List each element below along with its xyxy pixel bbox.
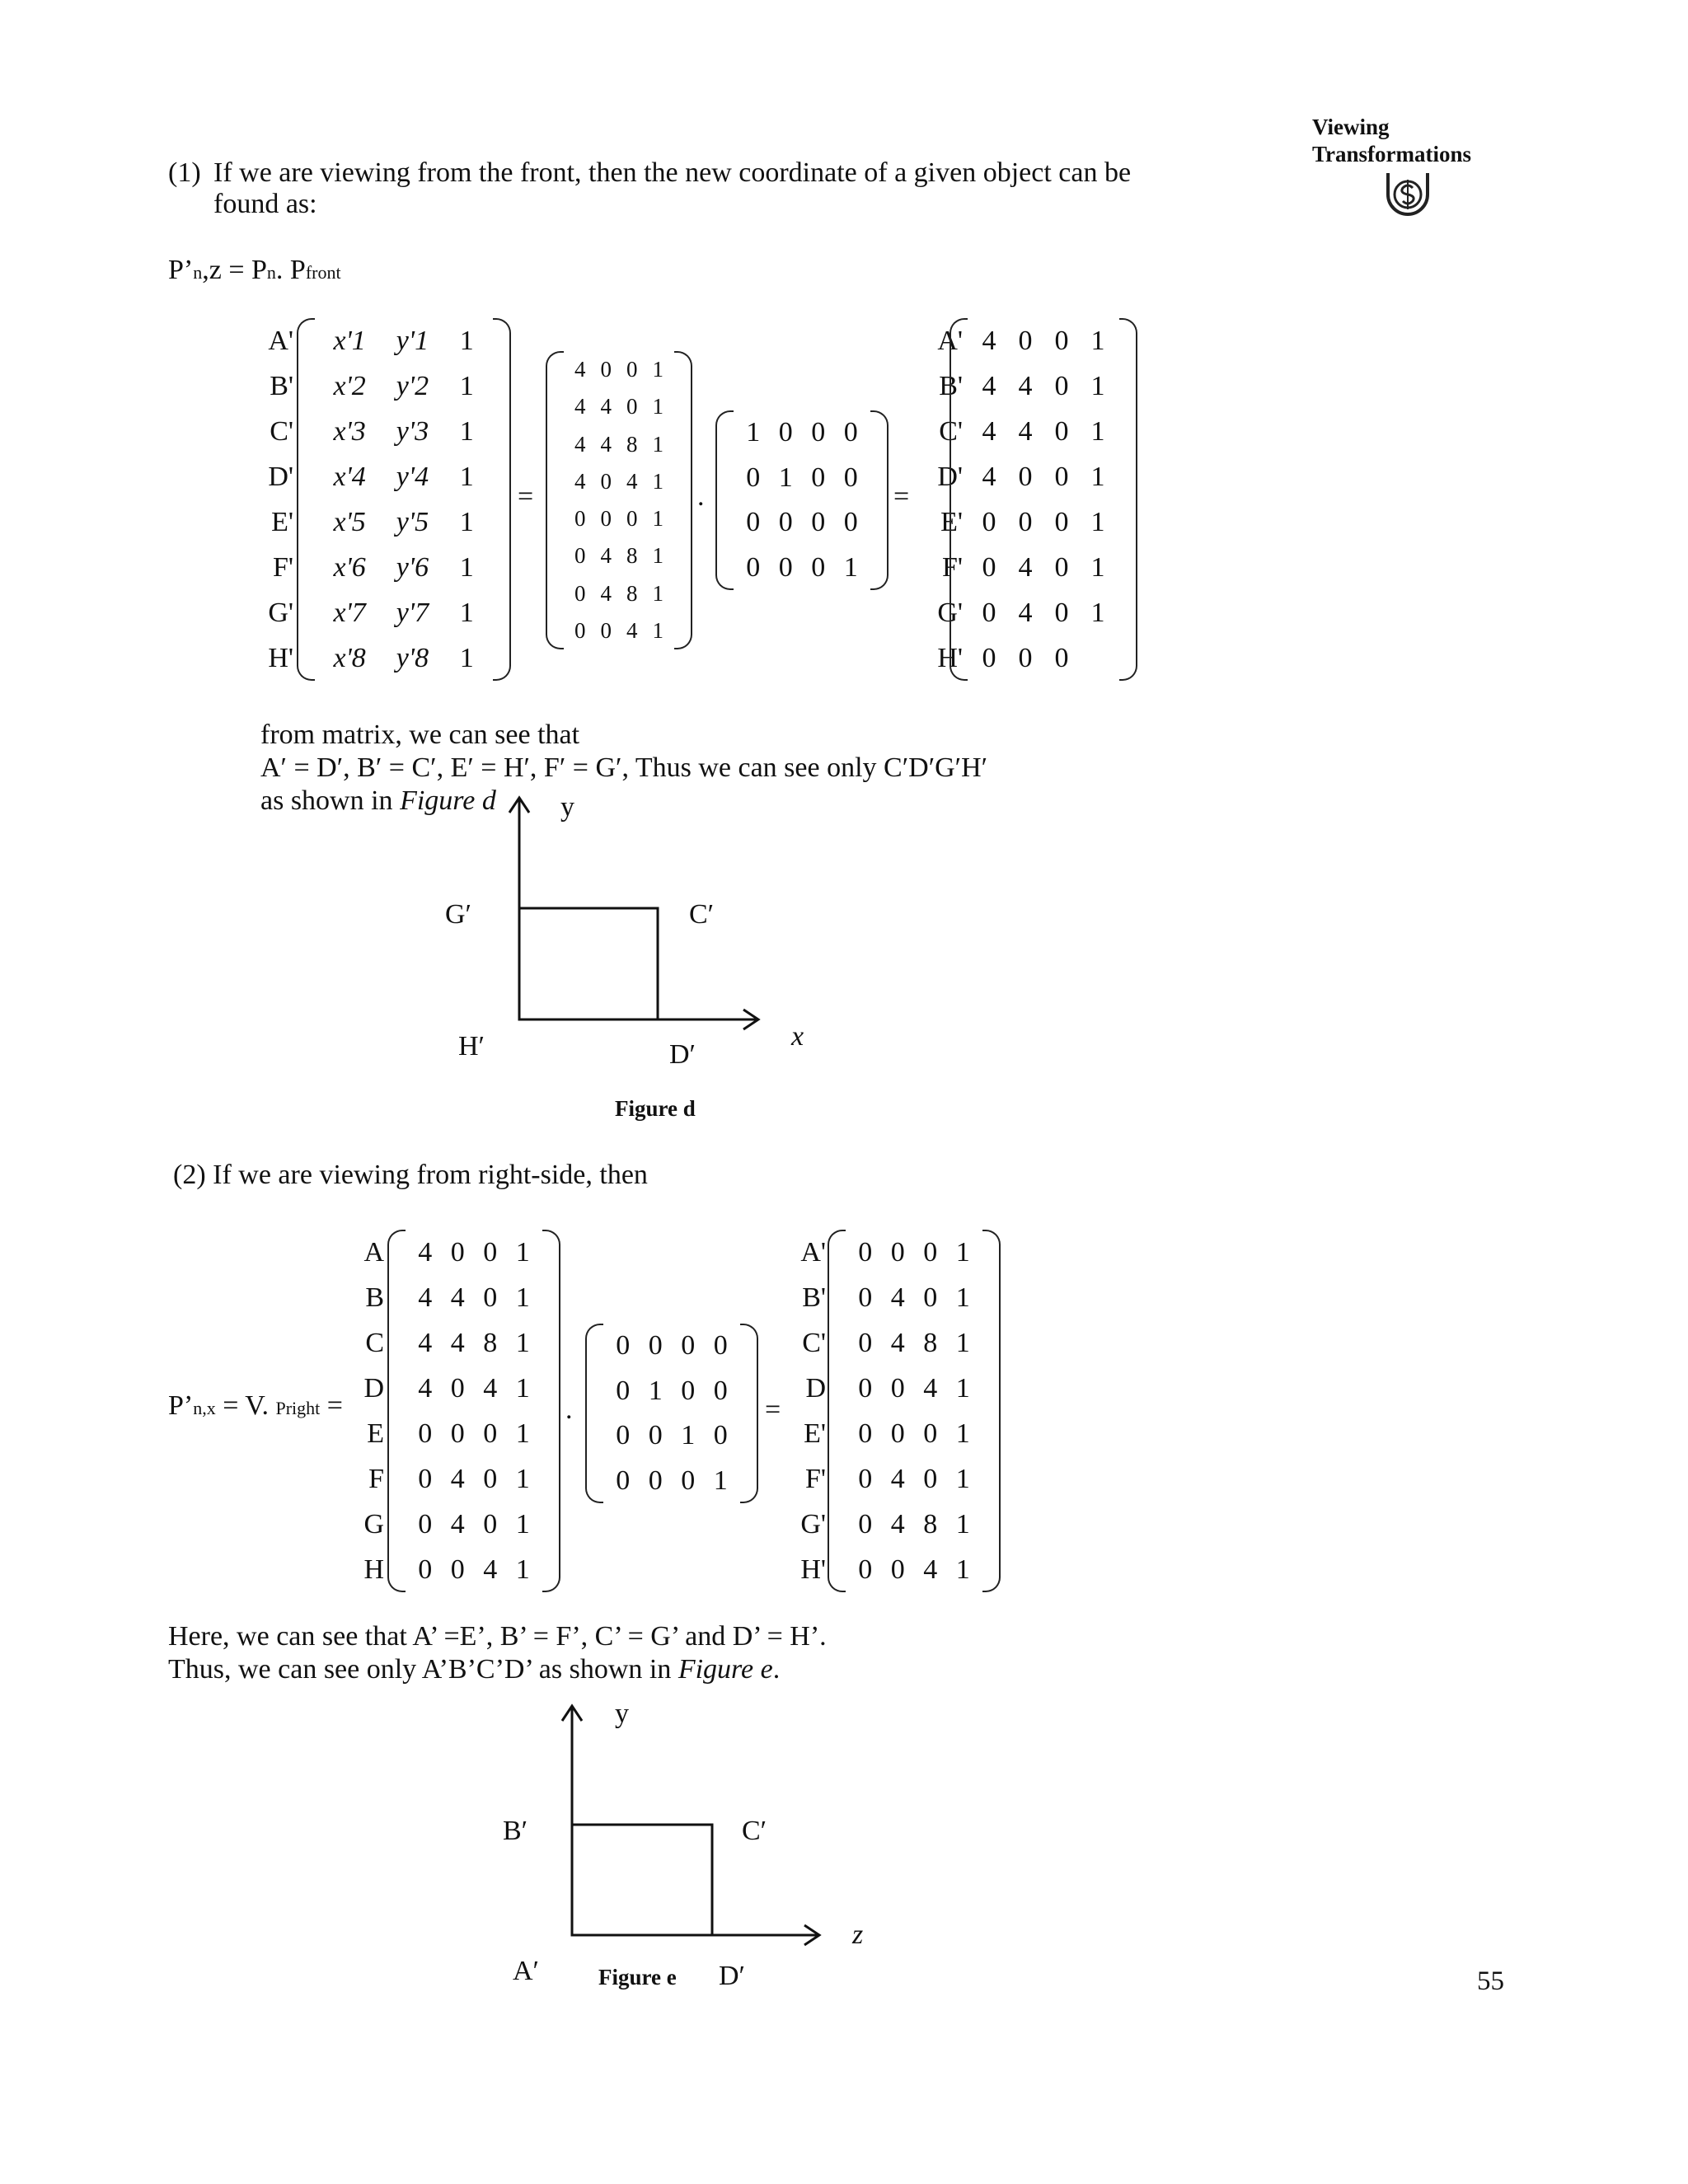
intro-line-2: found as: (213, 189, 317, 219)
row-label: D' (268, 461, 293, 492)
matrix-cell: 4 (626, 617, 638, 643)
section-2-intro: (2) If we are viewing from right-side, then (173, 1160, 648, 1190)
matrix-cell: 1 (1090, 370, 1105, 401)
matrix-cell: 0 (450, 1236, 465, 1268)
matrix-cell: 8 (626, 580, 638, 606)
matrix-cell: 4 (923, 1554, 938, 1585)
matrix-cell: 4 (923, 1372, 938, 1404)
matrix-cell: 0 (616, 1375, 631, 1406)
matrix-cell: 1 (459, 506, 474, 537)
matrix-cell: 4 (574, 357, 586, 382)
matrix-cell: 1 (713, 1465, 728, 1496)
matrix-cell: 0 (483, 1508, 498, 1540)
label-bottom-right: D′ (669, 1039, 696, 1070)
matrix-cell: 4 (450, 1508, 465, 1540)
matrix-cell: 1 (652, 543, 663, 569)
matrix-cell: 4 (450, 1463, 465, 1494)
matrix-cell: 0 (923, 1282, 938, 1313)
row-label: A' (937, 325, 963, 356)
matrix-cell: 4 (982, 370, 996, 401)
header-line-1: Viewing (1312, 115, 1390, 139)
axis-y-label: y (615, 1699, 629, 1729)
matrix-cell: 1 (515, 1463, 530, 1494)
row-label: C' (270, 415, 293, 447)
matrix-cell: 0 (778, 507, 793, 538)
axis-x-label: x (791, 1021, 804, 1052)
matrix-cell: 1 (515, 1554, 530, 1585)
matrix-cell: 1 (515, 1418, 530, 1449)
matrix-cell: 4 (890, 1463, 905, 1494)
label-top-right: C′ (742, 1816, 767, 1846)
matrix-cell: y'8 (396, 642, 429, 673)
matrix-cell: 0 (648, 1465, 663, 1496)
matrix-cell: 0 (858, 1554, 873, 1585)
matrix-cell: 1 (515, 1327, 530, 1358)
matrix-cell: 4 (574, 394, 586, 419)
row-label: H' (800, 1554, 826, 1585)
matrix-cell: 4 (418, 1327, 433, 1358)
matrix-cell: 0 (843, 462, 858, 493)
matrix-cell: 4 (626, 468, 638, 494)
matrix-cell: 0 (1054, 642, 1069, 673)
matrix-cell: 0 (923, 1236, 938, 1268)
matrix-cell: 4 (574, 468, 586, 494)
matrix-cell: 1 (652, 506, 663, 532)
matrix-cell: 0 (811, 417, 826, 448)
matrix-cell: 0 (483, 1236, 498, 1268)
figure-d (445, 791, 874, 1104)
matrix-cell: 0 (890, 1236, 905, 1268)
matrix-cell: x'6 (333, 551, 366, 583)
matrix-cell: 0 (616, 1330, 631, 1361)
matrix-cell: 0 (418, 1554, 433, 1585)
matrix-cell: 4 (890, 1508, 905, 1540)
row-label: C' (802, 1327, 826, 1358)
row-label: F' (804, 1463, 826, 1494)
matrix-cell: 1 (1090, 551, 1105, 583)
matrix-cell: 0 (450, 1554, 465, 1585)
matrix-cell: 0 (811, 551, 826, 583)
matrix-cell: 0 (600, 357, 612, 382)
matrix-cell: 0 (858, 1282, 873, 1313)
matrix-cell: 0 (811, 507, 826, 538)
row-label: F' (941, 551, 963, 583)
matrix-cell: 1 (955, 1508, 970, 1540)
matrix-cell: 0 (574, 543, 586, 569)
matrix-cell: 0 (778, 417, 793, 448)
conclusion-1-line-3: as shown in Figure d (260, 785, 496, 816)
matrix-cell: 0 (858, 1418, 873, 1449)
matrix-cell: 1 (652, 580, 663, 606)
matrix-cell: x'5 (333, 506, 366, 537)
matrix-cell: 1 (652, 357, 663, 382)
matrix-cell: 0 (418, 1418, 433, 1449)
matrix-cell: y'6 (396, 551, 429, 583)
figure-e-caption: Figure e (598, 1965, 677, 1990)
matrix-cell: 0 (858, 1372, 873, 1404)
matrix-cell: 1 (955, 1372, 970, 1404)
multiply-dot: . (697, 481, 705, 512)
row-label: C (365, 1327, 384, 1358)
axis-z-label: z (852, 1919, 864, 1950)
matrix-cell: x'1 (333, 325, 366, 356)
label-bottom-right: D′ (719, 1961, 745, 1991)
matrix-cell: 0 (1018, 325, 1033, 356)
matrix-cell: 0 (681, 1330, 696, 1361)
matrix-cell: 0 (843, 417, 858, 448)
matrix-cell: 0 (1054, 461, 1069, 492)
matrix-cell: 0 (858, 1508, 873, 1540)
figure-e (495, 1698, 923, 2011)
matrix-cell: 4 (450, 1282, 465, 1313)
matrix-cell: 4 (600, 543, 612, 569)
label-bottom-left: A′ (513, 1956, 539, 1986)
matrix-cell: 8 (483, 1327, 498, 1358)
row-label: G' (268, 597, 293, 628)
matrix-cell: y'1 (396, 325, 429, 356)
matrix-cell: 1 (955, 1282, 970, 1313)
matrix-cell: 1 (955, 1236, 970, 1268)
matrix-cell: 4 (418, 1236, 433, 1268)
matrix-lhs-1 (297, 318, 511, 681)
matrix-cell: 0 (600, 617, 612, 643)
matrix-cell: 1 (459, 597, 474, 628)
matrix-object-2 (387, 1230, 560, 1592)
matrix-cell: 0 (811, 462, 826, 493)
row-label: E' (271, 506, 293, 537)
row-label: B' (270, 370, 293, 401)
matrix-cell: 1 (459, 325, 474, 356)
matrix-cell: 1 (459, 461, 474, 492)
matrix-cell: 0 (858, 1236, 873, 1268)
matrix-cell: 0 (890, 1418, 905, 1449)
row-label: E' (804, 1418, 826, 1449)
row-label: A' (268, 325, 293, 356)
matrix-cell: 0 (923, 1463, 938, 1494)
matrix-cell: 1 (1090, 597, 1105, 628)
row-labels-left-2 (346, 1230, 384, 1592)
matrix-front-transform (715, 410, 889, 590)
matrix-cell: 0 (626, 357, 638, 382)
label-top-right: C′ (689, 899, 715, 930)
matrix-cell: 1 (652, 394, 663, 419)
matrix-cell: 1 (955, 1327, 970, 1358)
intro-line-1: If we are viewing from the front, then the new coordinate of a given object can be (213, 157, 1132, 188)
axis-y-label: y (560, 792, 574, 823)
equals-sign: = (518, 481, 534, 512)
row-labels-left-1 (247, 318, 293, 681)
matrix-cell: x'4 (333, 461, 366, 492)
label-top-left: B′ (503, 1816, 528, 1846)
matrix-right-transform (585, 1324, 758, 1503)
matrix-cell: 0 (574, 580, 586, 606)
matrix-cell: 0 (1054, 551, 1069, 583)
matrix-cell: 0 (1054, 506, 1069, 537)
matrix-cell: x'7 (333, 597, 366, 628)
row-label: B (365, 1282, 384, 1313)
front-formula: P’n,z = Pn. Pfront (168, 255, 341, 285)
matrix-cell: 8 (923, 1508, 938, 1540)
matrix-cell: x'8 (333, 642, 366, 673)
matrix-cell: 1 (746, 417, 761, 448)
matrix-cell: 4 (1018, 597, 1033, 628)
matrix-cell: y'4 (396, 461, 429, 492)
matrix-cell: 4 (982, 415, 996, 447)
matrix-cell: 0 (616, 1465, 631, 1496)
matrix-cell: 0 (483, 1463, 498, 1494)
matrix-cell: 8 (626, 431, 638, 457)
matrix-result-2 (828, 1230, 1001, 1592)
matrix-cell: 1 (648, 1375, 663, 1406)
row-label: D (363, 1372, 384, 1404)
matrix-cell: x'3 (333, 415, 366, 447)
matrix-cell: 1 (459, 642, 474, 673)
matrix-cell: 0 (626, 394, 638, 419)
matrix-cell: 0 (843, 507, 858, 538)
conclusion-1-line-2: A′ = D′, B′ = C′, E′ = H′, F′ = G′, Thus we can see only C′D′G′H′ (260, 752, 988, 783)
matrix-cell: 0 (713, 1375, 728, 1406)
matrix-cell: 4 (483, 1372, 498, 1404)
matrix-cell: 1 (681, 1420, 696, 1451)
matrix-cell: 4 (600, 431, 612, 457)
matrix-cell: 0 (746, 462, 761, 493)
matrix-cell: 1 (778, 462, 793, 493)
matrix-cell: 4 (600, 580, 612, 606)
matrix-cell: 0 (483, 1418, 498, 1449)
matrix-cell: 0 (923, 1418, 938, 1449)
matrix-cell: y'7 (396, 597, 429, 628)
matrix-cell: 0 (746, 551, 761, 583)
multiply-dot: . (565, 1394, 573, 1425)
matrix-cell: 8 (626, 543, 638, 569)
matrix-cell: 1 (1090, 325, 1105, 356)
row-label: D' (937, 461, 963, 492)
row-label: E (367, 1418, 384, 1449)
matrix-cell: 1 (515, 1236, 530, 1268)
matrix-cell: 4 (1018, 415, 1033, 447)
matrix-cell: 4 (890, 1282, 905, 1313)
matrix-cell: 0 (681, 1375, 696, 1406)
matrix-cell: 0 (626, 506, 638, 532)
row-label: H' (937, 642, 963, 673)
row-label: F' (272, 551, 293, 583)
matrix-cell: 4 (982, 325, 996, 356)
matrix-cell: 0 (1054, 325, 1069, 356)
item-number: (1) (168, 157, 201, 188)
matrix-cell: 0 (890, 1372, 905, 1404)
matrix-cell: 0 (450, 1418, 465, 1449)
matrix-cell: 0 (616, 1420, 631, 1451)
matrix-cell: 0 (858, 1463, 873, 1494)
matrix-cell: 4 (418, 1372, 433, 1404)
matrix-cell: 1 (515, 1372, 530, 1404)
matrix-cell: 0 (746, 507, 761, 538)
matrix-cell: 1 (459, 415, 474, 447)
matrix-cell: 4 (1018, 551, 1033, 583)
row-label: A' (800, 1236, 826, 1268)
row-label: H' (268, 642, 293, 673)
matrix-cell: 1 (652, 431, 663, 457)
matrix-cell: 0 (713, 1330, 728, 1361)
matrix-cell: 0 (1054, 597, 1069, 628)
matrix-cell: 0 (600, 468, 612, 494)
right-formula: P’n,x = V. Pright = (168, 1390, 343, 1421)
university-logo-icon (1383, 170, 1432, 221)
header-line-2: Transformations (1312, 142, 1471, 166)
figure-d-caption: Figure d (615, 1096, 696, 1121)
equals-sign: = (893, 481, 910, 512)
conclusion-2-line-1: Here, we can see that A’ =E’, B’ = F’, C’ = G’ and D’ = H’. (168, 1621, 827, 1652)
label-bottom-left: H′ (458, 1031, 485, 1062)
matrix-cell: 0 (1018, 506, 1033, 537)
matrix-cell: 4 (600, 394, 612, 419)
matrix-cell: 0 (418, 1508, 433, 1540)
matrix-cell: 4 (982, 461, 996, 492)
page-number: 55 (1477, 1966, 1504, 1996)
matrix-cell: 0 (982, 642, 996, 673)
matrix-cell: 1 (955, 1554, 970, 1585)
matrix-cell: 1 (955, 1418, 970, 1449)
row-label: A (363, 1236, 384, 1268)
matrix-cell: 1 (1090, 461, 1105, 492)
matrix-cell: 0 (1018, 642, 1033, 673)
matrix-cell: 0 (600, 506, 612, 532)
row-label: H (363, 1554, 384, 1585)
matrix-cell: 4 (450, 1327, 465, 1358)
matrix-cell: 0 (648, 1330, 663, 1361)
matrix-cell: 0 (982, 597, 996, 628)
matrix-object-1 (546, 351, 692, 649)
matrix-cell: 0 (982, 506, 996, 537)
matrix-cell: 1 (459, 370, 474, 401)
row-label: G' (937, 597, 963, 628)
matrix-cell: 0 (450, 1372, 465, 1404)
matrix-cell: 4 (418, 1282, 433, 1313)
running-header (1312, 114, 1471, 168)
equals-sign: = (765, 1394, 781, 1425)
row-label: B' (802, 1282, 826, 1313)
label-top-left: G′ (445, 899, 471, 930)
matrix-cell: 1 (652, 617, 663, 643)
matrix-cell: y'5 (396, 506, 429, 537)
matrix-cell: 1 (515, 1508, 530, 1540)
row-label: F (368, 1463, 384, 1494)
row-label: D (805, 1372, 826, 1404)
matrix-cell: 1 (1090, 506, 1105, 537)
matrix-cell: 0 (648, 1420, 663, 1451)
row-label: G (363, 1508, 384, 1540)
matrix-cell: 0 (1018, 461, 1033, 492)
matrix-cell: y'2 (396, 370, 429, 401)
row-label: G' (800, 1508, 826, 1540)
matrix-cell: 0 (858, 1327, 873, 1358)
row-labels-right-2 (785, 1230, 826, 1592)
row-label: E' (940, 506, 963, 537)
matrix-cell: 0 (890, 1554, 905, 1585)
matrix-cell: 4 (890, 1327, 905, 1358)
matrix-cell: x'2 (333, 370, 366, 401)
matrix-cell: y'3 (396, 415, 429, 447)
row-label: C' (939, 415, 963, 447)
conclusion-2-line-2: Thus, we can see only A’B’C’D’ as shown in Figure e. (168, 1654, 781, 1685)
matrix-result-1 (950, 318, 1137, 681)
matrix-cell: 4 (483, 1554, 498, 1585)
conclusion-1-line-1: from matrix, we can see that (260, 719, 580, 750)
matrix-cell: 0 (483, 1282, 498, 1313)
matrix-cell: 0 (418, 1463, 433, 1494)
matrix-cell: 0 (1054, 415, 1069, 447)
matrix-cell: 1 (515, 1282, 530, 1313)
matrix-cell: 0 (713, 1420, 728, 1451)
matrix-cell: 0 (574, 506, 586, 532)
matrix-cell: 1 (459, 551, 474, 583)
row-label: B' (939, 370, 963, 401)
matrix-cell: 0 (778, 551, 793, 583)
matrix-cell: 8 (923, 1327, 938, 1358)
matrix-cell: 1 (1090, 415, 1105, 447)
matrix-cell: 0 (1054, 370, 1069, 401)
matrix-cell: 4 (1018, 370, 1033, 401)
matrix-cell: 0 (574, 617, 586, 643)
matrix-cell: 1 (843, 551, 858, 583)
matrix-cell: 0 (982, 551, 996, 583)
matrix-cell: 1 (652, 468, 663, 494)
matrix-cell: 1 (955, 1463, 970, 1494)
matrix-cell: 4 (574, 431, 586, 457)
matrix-cell: 0 (681, 1465, 696, 1496)
